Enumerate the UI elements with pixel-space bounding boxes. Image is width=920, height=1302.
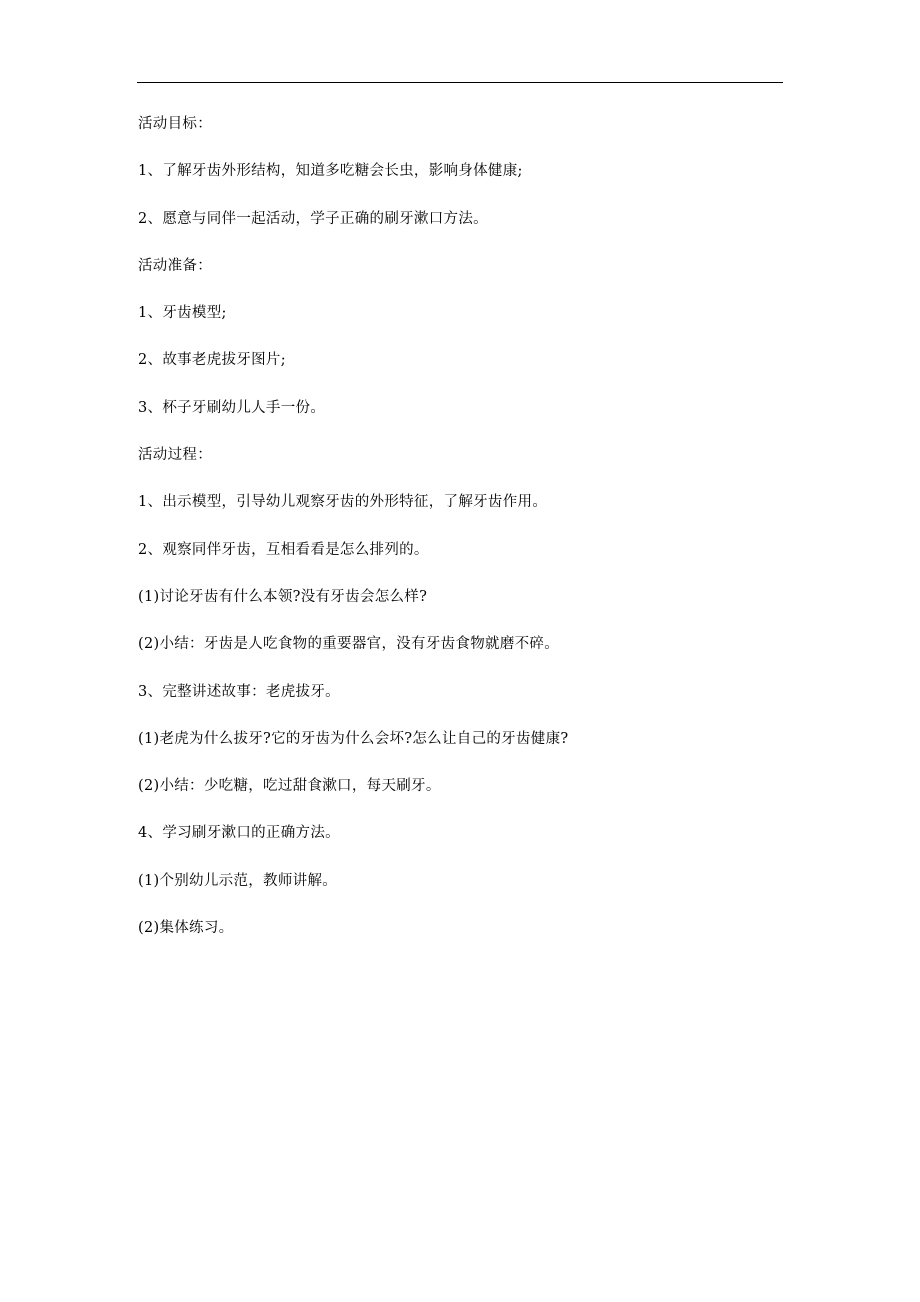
paragraph-line: 2、观察同伴牙齿，互相看看是怎么排列的。 [138,541,429,558]
heading-preparation: 活动准备： [138,257,212,274]
paragraph-line: (2)小结：少吃糖，吃过甜食漱口，每天刷牙。 [138,778,441,795]
heading-process: 活动过程： [138,447,212,464]
paragraph-line: 4、学习刷牙漱口的正确方法。 [138,825,340,842]
header-rule [137,82,783,83]
document-body [138,114,778,965]
paragraph-line: 2、愿意与同伴一起活动，学子正确的刷牙漱口方法。 [138,210,488,227]
paragraph-line: (2)集体练习。 [138,920,234,937]
paragraph-line: (1)个别幼儿示范，教师讲解。 [138,872,338,889]
paragraph-line: 1、牙齿模型; [138,305,227,322]
paragraph-line: 3、完整讲述故事：老虎拔牙。 [138,683,340,700]
paragraph-line: (2)小结：牙齿是人吃食物的重要器官，没有牙齿食物就磨不碎。 [138,636,560,653]
paragraph-line: 2、故事老虎拔牙图片; [138,352,286,369]
paragraph-line: 1、出示模型，引导幼儿观察牙齿的外形特征，了解牙齿作用。 [138,494,548,511]
heading-objectives: 活动目标： [138,116,212,132]
paragraph-line: (1)讨论牙齿有什么本领?没有牙齿会怎么样? [138,588,428,605]
paragraph-line: 3、杯子牙刷幼儿人手一份。 [138,399,326,416]
paragraph-line: (1)老虎为什么拔牙?它的牙齿为什么会坏?怎么让自己的牙齿健康? [138,730,569,747]
paragraph-line: 1、了解牙齿外形结构，知道多吃糖会长虫，影响身体健康; [138,163,523,180]
